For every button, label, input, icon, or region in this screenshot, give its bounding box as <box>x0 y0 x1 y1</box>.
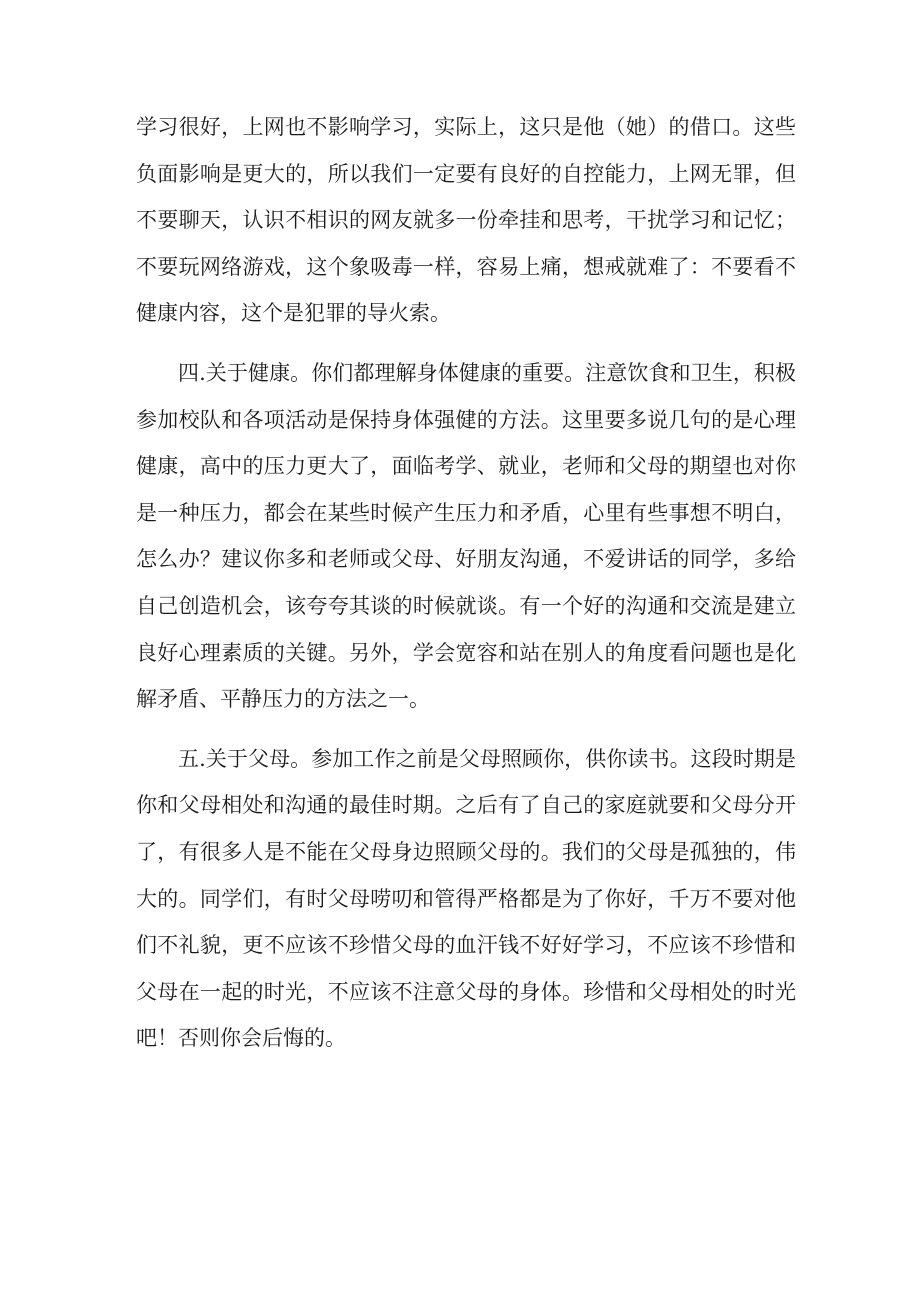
paragraph-parents: 五.关于父母。参加工作之前是父母照顾你，供你读书。这段时期是你和父母相处和沟通的最佳时期。之后有了自己的家庭就要和父母分开了，有很多人是不能在父母身边照顾父母的。我们的父母是孤独的，伟大的。同学们，有时父母唠叨和管得严格都是为了你好，千万不要对他们不礼貌，更不应该不珍惜父母的血汗钱不好好学习，不应该不珍惜和父母在一起的时光，不应该不注意父母的身体。珍惜和父母相处的时光吧！否则你会后悔的。 <box>136 746 796 1051</box>
paragraph-internet: 学习很好，上网也不影响学习，实际上，这只是他（她）的借口。这些负面影响是更大的，所以我们一定要有良好的自控能力，上网无罪，但不要聊天，认识不相识的网友就多一份牵挂和思考，干扰学习和记忆；不要玩网络游戏，这个象吸毒一样，容易上痛，想戒就难了：不要看不健康内容，这个是犯罪的导火索。 <box>136 115 796 326</box>
paragraph-health: 四.关于健康。你们都理解身体健康的重要。注意饮食和卫生，积极参加校队和各项活动是保持身体强健的方法。这里要多说几句的是心理健康，高中的压力更大了，面临考学、就业，老师和父母的期望也对你是一种压力，都会在某些时候产生压力和矛盾，心里有些事想不明白，怎么办？建议你多和老师或父母、好朋友沟通，不爱讲话的同学，多给自己创造机会，该夸夸其谈的时候就谈。有一个好的沟通和交流是建立良好心理素质的关键。另外，学会宽容和站在别人的角度看问题也是化解矛盾、平静压力的方法之一。 <box>136 360 796 712</box>
document-body <box>136 104 796 1062</box>
